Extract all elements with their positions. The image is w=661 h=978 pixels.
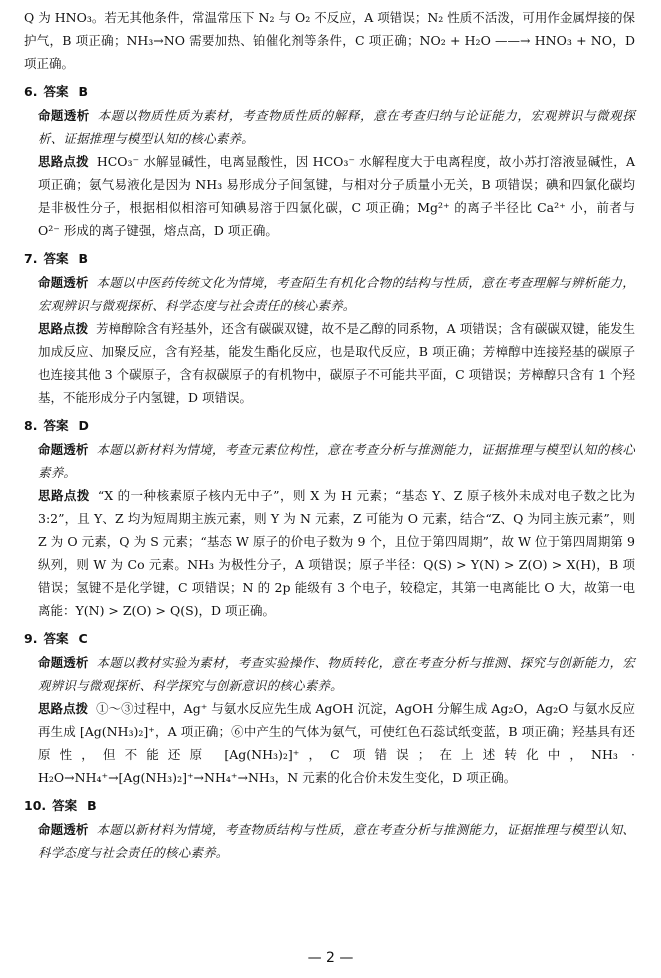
question-10-analysis (24, 818, 635, 864)
hint-label: 思路点拨 (38, 321, 89, 336)
question-8-heading (24, 414, 635, 438)
question-6-analysis (24, 104, 635, 150)
question-number: 7. (24, 251, 38, 266)
answer-letter: D (78, 418, 89, 433)
hint-text: 芳樟醇除含有羟基外，还含有碳碳双键，故不是乙醇的同系物，A 项错误；含有碳碳双键，能发生加成反应、加聚反应，含有羟基，能发生酯化反应，也是取代反应，B 项正确；芳樟醇中连接羟基的碳原子也连接其他 3 个碳原子，含有叔碳原子的有机物中，碳原子不可能共平面，C 项错误；芳樟醇只含有 1 个羟基，不能形成分子内氢键，D 项错误。 (38, 321, 635, 405)
question-8-analysis (24, 438, 635, 484)
question-9-analysis (24, 651, 635, 697)
answer-letter: B (78, 84, 88, 99)
intro-paragraph: Q 为 HNO₃。若无其他条件，常温常压下 N₂ 与 O₂ 不反应，A 项错误；N₂ 性质不活泼，可用作金属焊接的保护气，B 项正确；NH₃→NO 需要加热、铂催化剂等条件，C 项正确；NO₂ + H₂O ——→ HNO₃ + NO，D 项正确。 (24, 10, 635, 71)
question-9-hint (24, 697, 635, 789)
analysis-label: 命题透析 (38, 822, 89, 837)
answer-letter: B (87, 798, 97, 813)
question-6 (24, 80, 635, 242)
question-7 (24, 247, 635, 409)
question-number: 10. (24, 798, 47, 813)
question-number: 8. (24, 418, 38, 433)
question-9 (24, 627, 635, 789)
analysis-text: 本题以新材料为情境，考查元素位构性，意在考查分析与推测能力，证据推理与模型认知的核心素养。 (38, 442, 635, 480)
answer-label: 答案 (43, 631, 69, 646)
question-10 (24, 794, 635, 864)
hint-label: 思路点拨 (38, 488, 90, 503)
page-number: — 2 — (307, 950, 354, 966)
question-9-heading (24, 627, 635, 651)
question-10-heading (24, 794, 635, 818)
question-8-hint (24, 484, 635, 622)
analysis-text: 本题以中医药传统文化为情境，考查陌生有机化合物的结构与性质，意在考查理解与辨析能力，宏观辨识与微观探析、科学态度与社会责任的核心素养。 (38, 275, 635, 313)
analysis-label: 命题透析 (38, 108, 90, 123)
question-number: 6. (24, 84, 38, 99)
analysis-text: 本题以物质性质为素材，考查物质性质的解释，意在考查归纳与论证能力，宏观辨识与微观探析、证据推理与模型认知的核心素养。 (38, 108, 635, 146)
question-7-analysis (24, 271, 635, 317)
answer-label: 答案 (43, 84, 69, 99)
analysis-text: 本题以教材实验为素材，考查实验操作、物质转化，意在考查分析与推测、探究与创新能力，宏观辨识与微观探析、科学探究与创新意识的核心素养。 (38, 655, 635, 693)
question-7-hint (24, 317, 635, 409)
question-7-heading (24, 247, 635, 271)
analysis-text: 本题以新材料为情境，考查物质结构与性质，意在考查分析与推测能力，证据推理与模型认知、科学态度与社会责任的核心素养。 (38, 822, 635, 860)
question-6-hint (24, 150, 635, 242)
question-8 (24, 414, 635, 622)
question-number: 9. (24, 631, 38, 646)
analysis-label: 命题透析 (38, 655, 89, 670)
hint-text: “X 的一种核素原子核内无中子”，则 X 为 H 元素；“基态 Y、Z 原子核外未成对电子数之比为 3:2”，且 Y、Z 均为短周期主族元素，则 Y 为 N 元素，Z 可能为 O 元素，结合“Z、Q 为同主族元素”，则 Z 为 O 元素，Q 为 S 元素；“基态 W 原子的价电子数为 9 个，且位于第四周期”，故 W 位于第四周期第 9 纵列，则 W 为 Co 元素。NH₃ 为极性分子，A 项错误；原子半径：Q(S) > Y(N) > Z(O) > X(H)，B 项错误；氢键不是化学键，C 项错误；N 的 2p 能级有 3 个电子，较稳定，其第一电离能比 O 大，故第一电离能：Y(N) > Z(O) > Q(S)，D 项正确。 (38, 488, 635, 618)
hint-label: 思路点拨 (38, 154, 89, 169)
analysis-label: 命题透析 (38, 442, 89, 457)
hint-text: ①～③过程中，Ag⁺ 与氨水反应先生成 AgOH 沉淀，AgOH 分解生成 Ag₂O，Ag₂O 与氨水反应再生成 [Ag(NH₃)₂]⁺，A 项正确；⑥中产生的气体为氨气，可使红色石蕊试纸变蓝，B 项正确；羟基具有还原性，但不能还原 [Ag(NH₃)₂]⁺，C 项错误；在上述转化中，NH₃ · H₂O→NH₄⁺→[Ag(NH₃)₂]⁺→NH₄⁺→NH₃，N 元素的化合价未发生变化，D 项正确。 (38, 701, 635, 785)
question-6-heading (24, 80, 635, 104)
hint-label: 思路点拨 (38, 701, 89, 716)
analysis-label: 命题透析 (38, 275, 89, 290)
answer-label: 答案 (43, 251, 69, 266)
answer-label: 答案 (52, 798, 78, 813)
hint-text: HCO₃⁻ 水解显碱性，电离显酸性，因 HCO₃⁻ 水解程度大于电离程度，故小苏打溶液显碱性，A 项正确；氨气易液化是因为 NH₃ 易形成分子间氢键，与相对分子质量小无关，B 项错误；碘和四氯化碳均是非极性分子，根据相似相溶可知碘易溶于四氯化碳，C 项正确；Mg²⁺ 的离子半径比 Ca²⁺ 小，前者与 O²⁻ 形成的离子键强，熔点高，D 项正确。 (38, 154, 635, 238)
answer-letter: B (78, 251, 88, 266)
answer-label: 答案 (43, 418, 69, 433)
answer-letter: C (78, 631, 88, 646)
